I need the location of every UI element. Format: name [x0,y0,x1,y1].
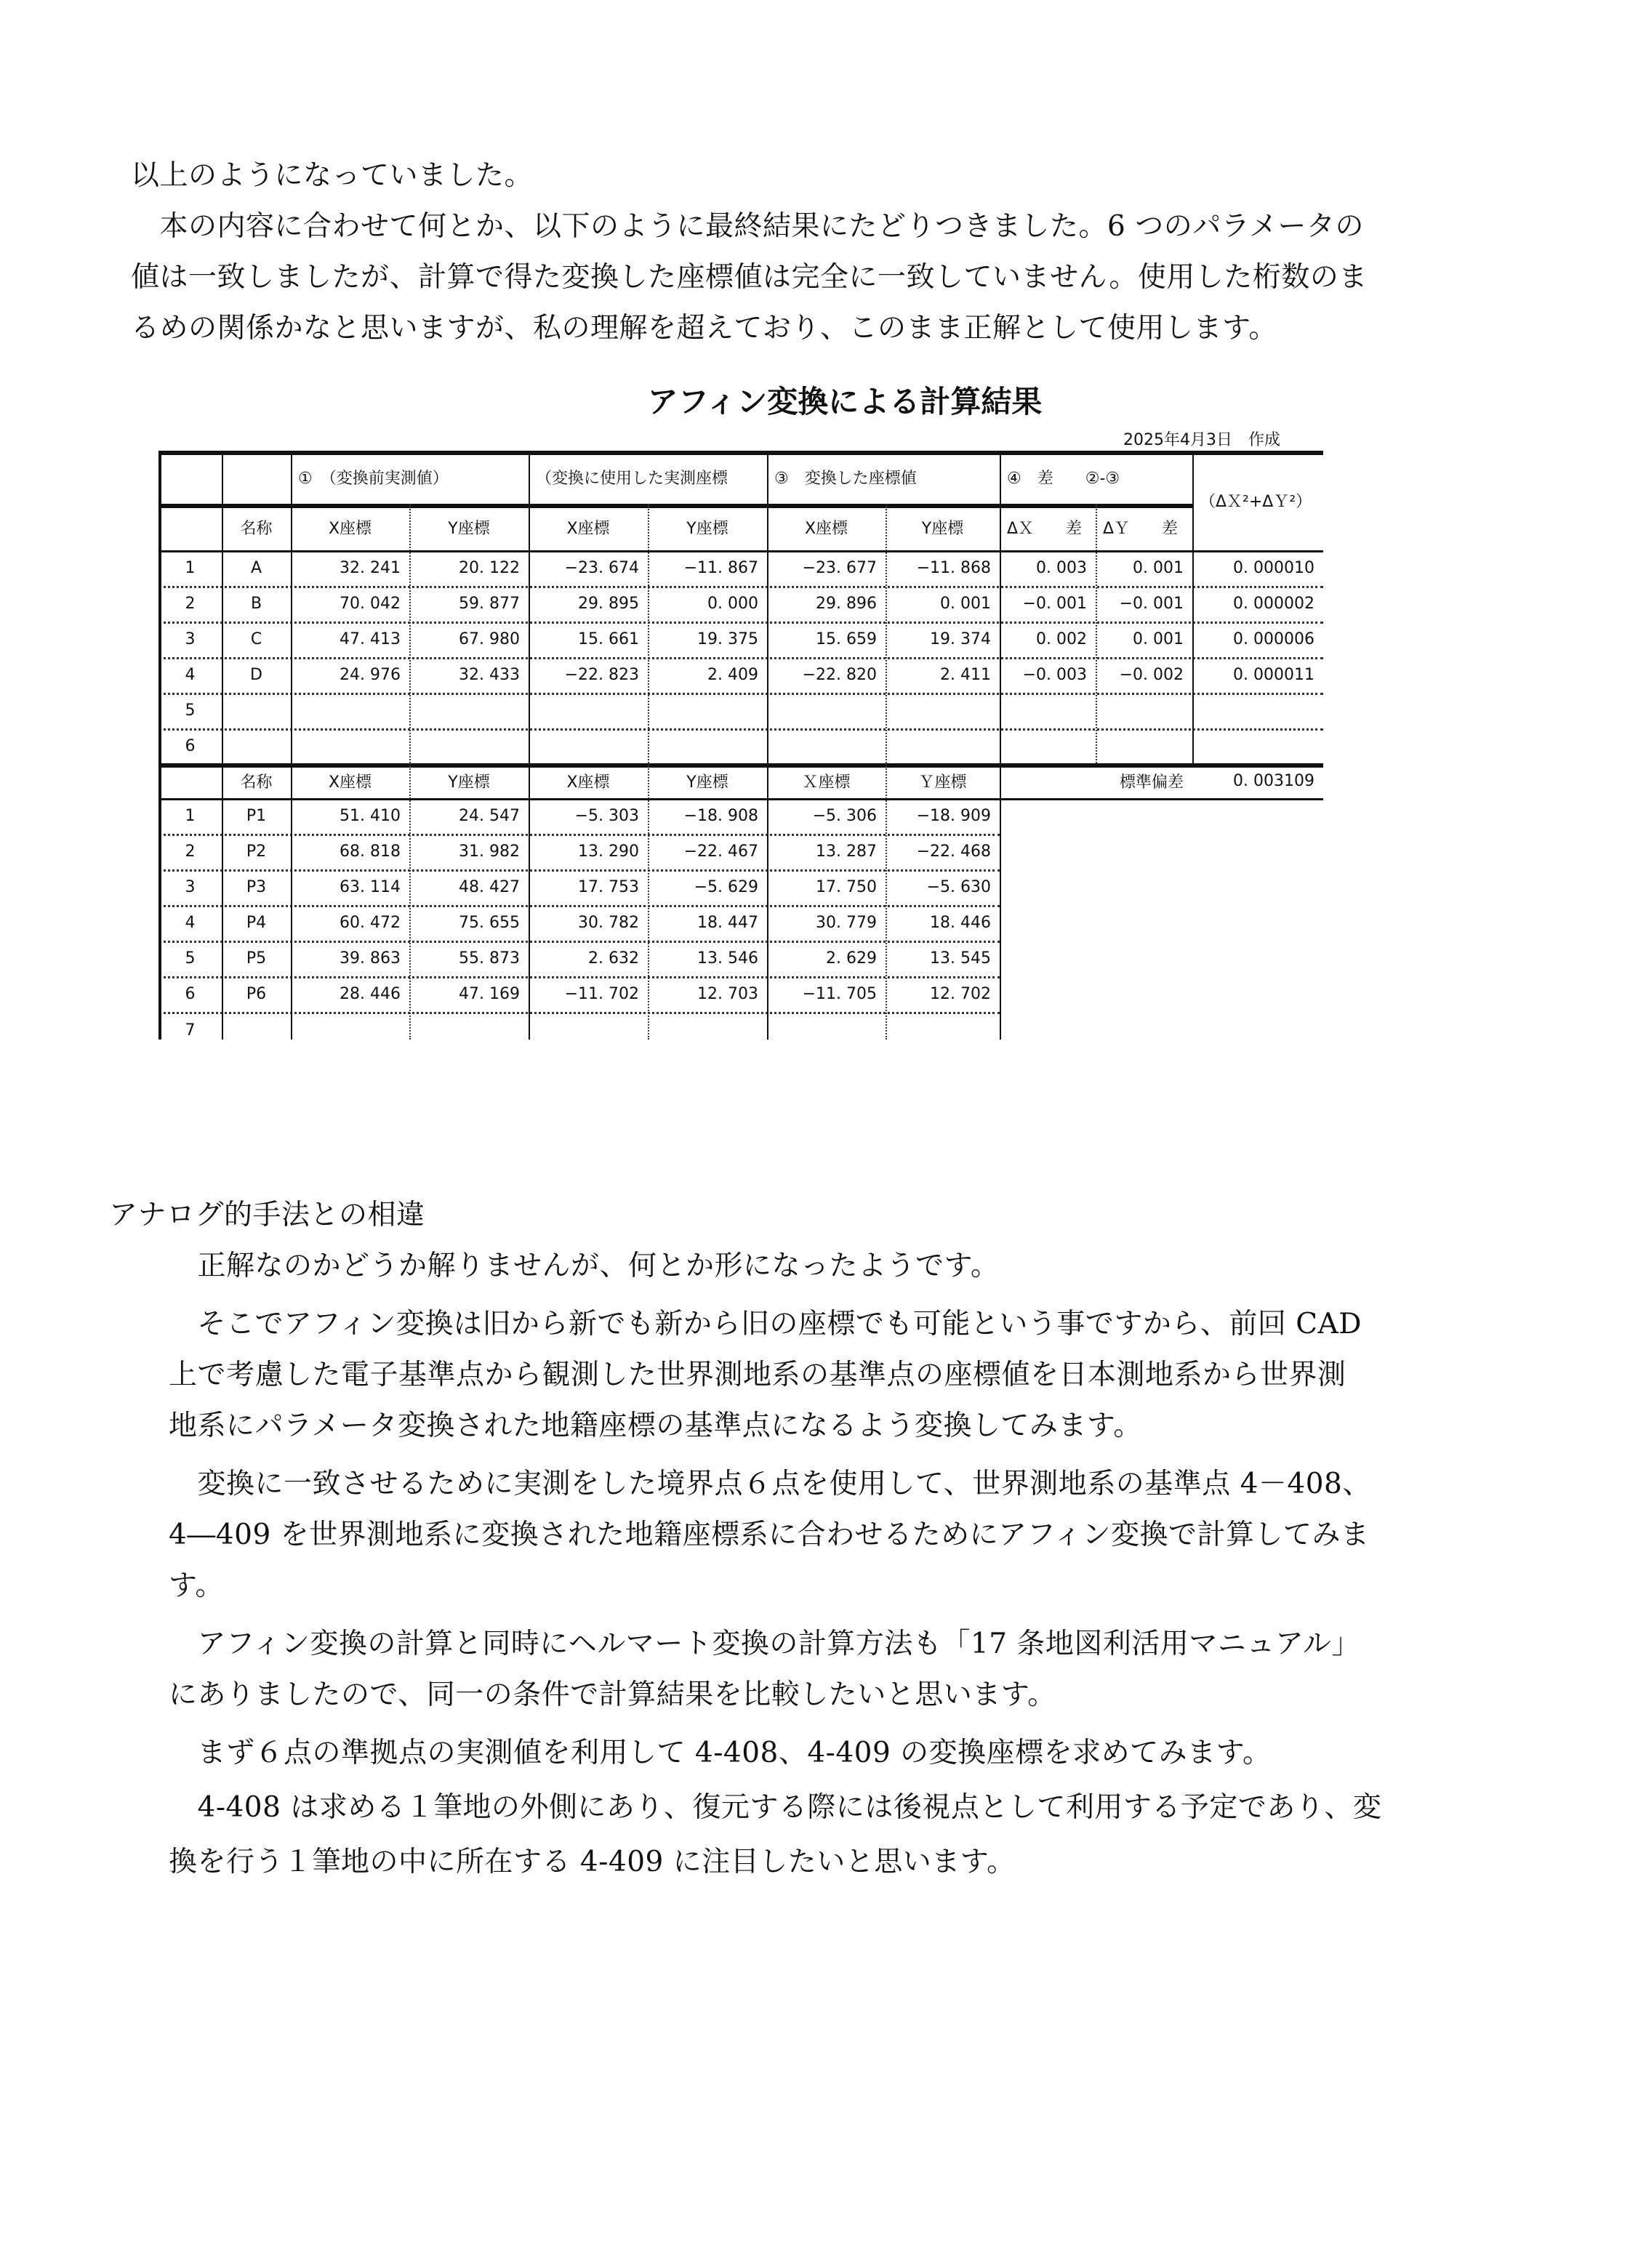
table-cell: 51. 410 [340,807,401,825]
table-cell [529,1012,648,1040]
results-table [158,451,1323,1040]
paragraph-line: るめの関係かなと思いますが、私の理解を超えており、このまま正解として使用します。 [131,312,1277,345]
table-cell: 18. 447 [697,914,758,932]
table-cell: 2. 409 [707,666,758,684]
column-header: Y座標 [448,519,490,538]
table-cell: D [250,666,262,684]
table-cell: 32. 433 [459,666,520,684]
table-cell: −22. 468 [916,843,991,861]
column-header: Y座標 [448,773,490,792]
table-cell: 13. 546 [697,949,758,968]
column-header: Ｘ座標 [802,773,851,792]
table-cell: B [250,595,262,613]
row-number: 2 [185,595,196,613]
table-cell: 13. 290 [578,843,639,861]
table-cell [291,693,409,728]
table-cell: 0. 000010 [1233,559,1314,577]
table-cell: 0. 000 [707,595,758,613]
table-cell: 55. 873 [459,949,520,968]
table-cell: 0. 000011 [1233,666,1314,684]
paragraph-line: 以上のようになっていました。 [131,159,534,192]
table-cell [409,1012,529,1040]
table-cell: −11. 867 [683,559,758,577]
row-number: 1 [185,807,196,825]
table-cell [767,693,886,728]
table-cell: −0. 002 [1119,666,1184,684]
table-date: 2025年4月3日 作成 [1123,431,1280,449]
row-number: 6 [185,736,196,755]
table-cell: 28. 446 [340,985,401,1003]
table-cell: 19. 375 [697,630,758,648]
column-header: X座標 [566,773,610,792]
column-header: ΔＸ 差 [1007,519,1083,538]
group-header: ① （変換前実測値） [298,470,449,488]
table-cell [1096,728,1192,763]
table-cell [291,1012,409,1040]
table-cell [1096,693,1192,728]
table-cell: −23. 674 [564,559,639,577]
table-cell: 63. 114 [340,878,401,896]
table-cell [648,1012,767,1040]
row-number: 2 [185,843,196,861]
table-cell [222,1012,291,1040]
table-cell: 0. 002 [1036,630,1087,648]
table-cell: 59. 877 [459,595,520,613]
table-cell [767,728,886,763]
table-cell [648,728,767,763]
column-header: X座標 [804,519,848,538]
group-header: （ΔＸ²+ΔＹ²） [1200,493,1312,511]
table-cell [1000,728,1096,763]
row-number: 5 [185,701,196,720]
paragraph-line: 4―409 を世界測地系に変換された地籍座標系に合わせるためにアフィン変換で計算してみま [169,1519,1370,1551]
table-cell: 0. 001 [940,595,991,613]
table-cell: 47. 169 [459,985,520,1003]
table-cell: 2. 632 [588,949,639,968]
paragraph-line: そこでアフィン変換は旧から新でも新から旧の座標でも可能という事ですから、前回 CAD [169,1308,1362,1340]
row-number: 6 [185,985,196,1003]
table-cell: −5. 306 [812,807,877,825]
table-cell: −22. 467 [683,843,758,861]
table-cell: 12. 702 [930,985,991,1003]
table-cell [1192,728,1323,763]
table-cell: C [250,630,262,648]
table-cell: −0. 001 [1119,595,1184,613]
paragraph-line: にありましたので、同一の条件で計算結果を比較したいと思います。 [169,1678,1056,1711]
table-cell [1000,693,1096,728]
row-number: 4 [185,914,196,932]
table-cell: P5 [246,949,267,968]
std-dev-value: 0. 003109 [1233,771,1314,790]
table-cell: 32. 241 [340,559,401,577]
table-cell: 0. 003 [1036,559,1087,577]
table-cell: 60. 472 [340,914,401,932]
table-cell: −5. 630 [926,878,991,896]
column-header: Ｙ座標 [918,773,967,792]
table-cell [886,1012,1000,1040]
paragraph-line: まず６点の準拠点の実測値を利用して 4-408、4-409 の変換座標を求めてみます。 [169,1737,1272,1769]
row-number: 3 [185,630,196,648]
table-cell: 0. 001 [1133,630,1184,648]
table-cell [1192,693,1323,728]
table-cell: 13. 545 [930,949,991,968]
table-cell [529,693,648,728]
table-cell: 75. 655 [459,914,520,932]
table-cell: 47. 413 [340,630,401,648]
table-cell: P1 [246,807,267,825]
paragraph-line: 上で考慮した電子基準点から観測した世界測地系の基準点の座標値を日本測地系から世界測 [169,1359,1346,1391]
row-number: 1 [185,559,196,577]
table-cell: −18. 908 [683,807,758,825]
table-cell: 17. 750 [816,878,877,896]
table-cell: 20. 122 [459,559,520,577]
table-cell: P6 [246,985,267,1003]
table-cell: 0. 000002 [1233,595,1314,613]
column-header: Y座標 [921,519,964,538]
paragraph-line: す。 [169,1569,224,1602]
table-cell: 13. 287 [816,843,877,861]
column-header: Y座標 [686,773,728,792]
group-header: ③ 変換した座標値 [774,470,917,488]
table-cell: −22. 820 [802,666,877,684]
table-cell: −18. 909 [916,807,991,825]
table-cell: P2 [246,843,267,861]
table-cell: 39. 863 [340,949,401,968]
table-cell: 18. 446 [930,914,991,932]
row-number: 4 [185,666,196,684]
table-cell: 0. 000006 [1233,630,1314,648]
table-rule [1000,763,1001,1040]
row-number: 5 [185,949,196,968]
column-header: 名称 [240,519,273,538]
table-cell [767,1012,886,1040]
table-cell: P3 [246,878,267,896]
table-cell: 67. 980 [459,630,520,648]
paragraph-line: 地系にパラメータ変換された地籍座標の基準点になるよう変換してみます。 [169,1410,1142,1442]
paragraph-line: アフィン変換の計算と同時にヘルマート変換の計算方法も「17 条地図利活用マニュアル」 [169,1628,1360,1660]
column-header: 名称 [240,773,273,792]
table-cell: 15. 659 [816,630,877,648]
table-cell: 19. 374 [930,630,991,648]
column-header: Y座標 [686,519,728,538]
table-cell: 31. 982 [459,843,520,861]
column-header: X座標 [328,773,372,792]
table-cell: −23. 677 [802,559,877,577]
table-cell: −0. 001 [1022,595,1087,613]
paragraph-line: 本の内容に合わせて何とか、以下のように最終結果にたどりつきました。6 つのパラメータの [131,210,1365,243]
table-cell: 24. 547 [459,807,520,825]
column-header: X座標 [328,519,372,538]
table-cell: 12. 703 [697,985,758,1003]
table-cell: 68. 818 [340,843,401,861]
table-cell [291,728,409,763]
table-cell: 24. 976 [340,666,401,684]
table-cell: 29. 896 [816,595,877,613]
table-cell [409,693,529,728]
row-number: 7 [185,1021,196,1040]
group-header: （変換に使用した実測座標 [536,470,728,488]
table-cell [886,728,1000,763]
row-number: 3 [185,878,196,896]
table-cell: 70. 042 [340,595,401,613]
table-cell: −0. 003 [1022,666,1087,684]
table-cell [529,728,648,763]
table-title: アフィン変換による計算結果 [647,384,1043,419]
table-cell: −5. 303 [574,807,639,825]
table-cell: P4 [246,914,267,932]
table-cell: 30. 782 [578,914,639,932]
table-cell [222,728,291,763]
table-cell: −11. 868 [916,559,991,577]
paragraph-line: 4-408 は求める１筆地の外側にあり、復元する際には後視点として利用する予定であり、変 [169,1791,1382,1824]
section-heading: アナログ的手法との相違 [109,1199,425,1231]
std-dev-label: 標準偏差 [1119,773,1184,792]
paragraph-line: 値は一致しましたが、計算で得た変換した座標値は完全に一致していません。使用した桁数のま [131,261,1368,294]
paragraph-line: 正解なのかどうか解りませんが、何とか形になったようです。 [169,1250,1000,1282]
table-cell [886,693,1000,728]
table-cell: −11. 705 [802,985,877,1003]
column-header: X座標 [566,519,610,538]
table-cell: −11. 702 [564,985,639,1003]
paragraph-line: 換を行う１筆地の中に所在する 4-409 に注目したいと思います。 [169,1846,1016,1878]
table-cell [648,693,767,728]
table-cell: A [250,559,262,577]
table-cell: 29. 895 [578,595,639,613]
table-cell: 15. 661 [578,630,639,648]
table-cell: 0. 001 [1133,559,1184,577]
table-cell: −22. 823 [564,666,639,684]
table-cell: 2. 629 [826,949,877,968]
table-cell [222,693,291,728]
paragraph-line: 変換に一致させるために実測をした境界点６点を使用して、世界測地系の基準点 4－408、 [169,1468,1371,1500]
table-cell: 2. 411 [940,666,991,684]
group-header: ④ 差 ②-③ [1007,470,1120,488]
table-cell [409,728,529,763]
table-cell: −5. 629 [694,878,758,896]
table-cell: 48. 427 [459,878,520,896]
table-cell: 30. 779 [816,914,877,932]
column-header: ΔＹ 差 [1103,519,1179,538]
table-cell: 17. 753 [578,878,639,896]
